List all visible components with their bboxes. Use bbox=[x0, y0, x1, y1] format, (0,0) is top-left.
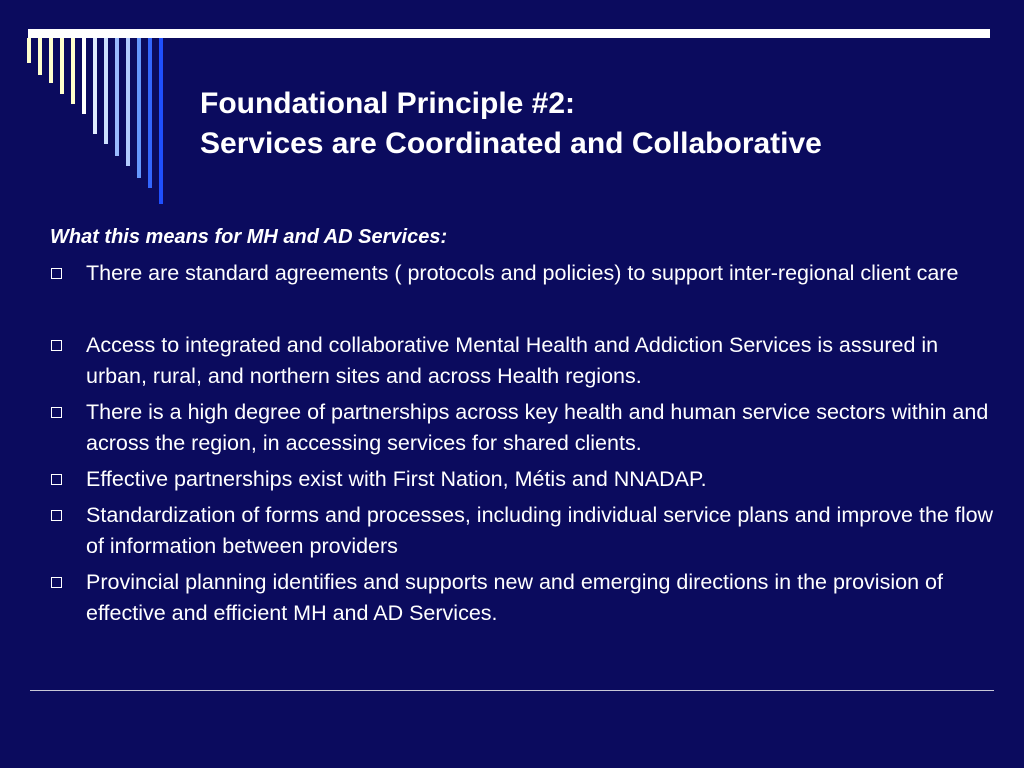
hollow-square-bullet-icon bbox=[51, 268, 62, 279]
bullet-item bbox=[50, 464, 1005, 495]
bullet-text: Effective partnerships exist with First Nation, Métis and NNADAP. bbox=[86, 467, 707, 491]
stripe-4 bbox=[60, 38, 64, 94]
stripe-11 bbox=[137, 38, 141, 178]
stripe-3 bbox=[49, 38, 53, 83]
stripe-8 bbox=[104, 38, 108, 144]
stripe-9 bbox=[115, 38, 119, 156]
stripe-1 bbox=[27, 38, 31, 63]
hollow-square-bullet-icon bbox=[51, 510, 62, 521]
hollow-square-bullet-icon bbox=[51, 474, 62, 485]
bullet-item bbox=[50, 500, 1005, 562]
bullet-item bbox=[50, 258, 1005, 289]
bullet-item bbox=[50, 567, 1005, 629]
intro-heading: What this means for MH and AD Services: bbox=[50, 226, 448, 248]
bullet-text: Standardization of forms and processes, including individual service plans and improve the flow of information between providers bbox=[86, 503, 994, 558]
bullet-item bbox=[50, 330, 1005, 392]
stripe-6 bbox=[82, 38, 86, 114]
bullet-item bbox=[50, 397, 1005, 459]
stripe-7 bbox=[93, 38, 97, 134]
bullet-text: Provincial planning identifies and supports new and emerging directions in the provision of effective and efficient MH and AD Services. bbox=[86, 570, 943, 625]
bullet-list bbox=[50, 258, 1005, 629]
stripe-10 bbox=[126, 38, 130, 166]
slide-title-line-2: Services are Coordinated and Collaborative bbox=[200, 127, 822, 160]
hollow-square-bullet-icon bbox=[51, 577, 62, 588]
stripe-12 bbox=[148, 38, 152, 188]
slide-title bbox=[200, 84, 822, 164]
bottom-rule bbox=[30, 690, 994, 691]
stripe-2 bbox=[38, 38, 42, 75]
top-rule bbox=[28, 29, 990, 38]
slide-title-line-1: Foundational Principle #2: bbox=[200, 87, 576, 120]
hollow-square-bullet-icon bbox=[51, 407, 62, 418]
hollow-square-bullet-icon bbox=[51, 340, 62, 351]
bullet-text: Access to integrated and collaborative Mental Health and Addiction Services is assured in urban, rural, and northern sites and across Health regions. bbox=[86, 333, 939, 388]
stripe-5 bbox=[71, 38, 75, 104]
stripe-13 bbox=[159, 38, 163, 204]
slide-body bbox=[50, 222, 1005, 634]
bullet-text: There is a high degree of partnerships across key health and human service sectors within and across the region, in accessing services for shared clients. bbox=[86, 400, 989, 455]
bullet-text: There are standard agreements ( protocols and policies) to support inter-regional client care bbox=[86, 261, 959, 285]
